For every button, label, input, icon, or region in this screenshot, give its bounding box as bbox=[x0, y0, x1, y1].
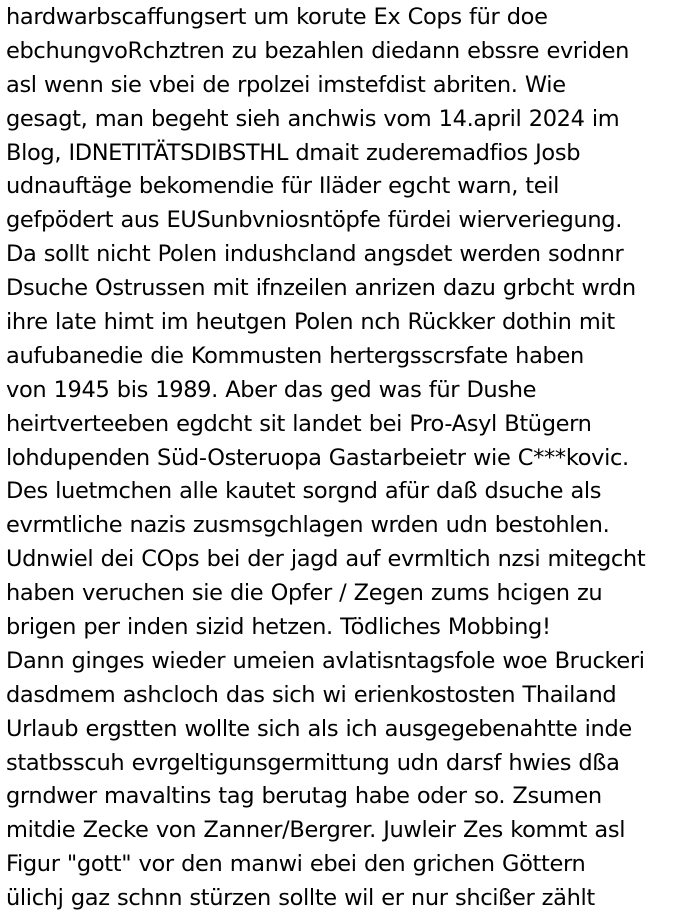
text-line: Dann ginges wieder umeien avlatisntagsfole woe Bruckeri bbox=[6, 647, 645, 674]
text-line: Da sollt nicht Polen indushcland angsdet werden sodnnr bbox=[6, 241, 624, 268]
text-line: aufubanedie die Kommusten hertergsscrsfate haben bbox=[6, 342, 584, 369]
text-line: von 1945 bis 1989. Aber das ged was für Dushe bbox=[6, 376, 537, 403]
text-line: evrmtliche nazis zusmsgchlagen wrden udn bestohlen. bbox=[6, 512, 610, 539]
text-line: ihre late himt im heutgen Polen nch Rückker dothin mit bbox=[6, 309, 615, 336]
text-line: brigen per inden sizid hetzen. Tödliches Mobbing! bbox=[6, 614, 551, 641]
text-line: Udnwiel dei COps bei der jagd auf evrmltich nzsi mitegcht bbox=[6, 546, 646, 573]
document-text bbox=[6, 1, 682, 916]
text-line: Des luetmchen alle kautet sorgnd afür daß dsuche als bbox=[6, 478, 602, 505]
text-line: haben veruchen sie die Opfer / Zegen zums hcigen zu bbox=[6, 580, 603, 607]
text-line: Blog, IDNETITÄTSDIBSTHL dmait zuderemadfios Josb bbox=[6, 139, 581, 166]
text-line: Urlaub ergstten wollte sich als ich ausgegebenahtte inde bbox=[6, 715, 632, 742]
text-line: mitdie Zecke von Zanner/Bergrer. Juwleir Zes kommt asl bbox=[6, 817, 626, 844]
text-line: gefpödert aus EUSunbvniosntöpfe fürdei wierveriegung. bbox=[6, 207, 622, 234]
text-line: heirtverteeben egdcht sit landet bei Pro-Asyl Btügern bbox=[6, 410, 592, 437]
text-line: asl wenn sie vbei de rpolzei imstefdist abriten. Wie bbox=[6, 71, 566, 98]
text-line: Figur "gott" vor den manwi ebei den grichen Göttern bbox=[6, 851, 586, 878]
text-line: udnauftäge bekomendie für Iläder egcht warn, teil bbox=[6, 173, 560, 200]
text-line: statbsscuh evrgeltigunsgermittung udn darsf hwies dßa bbox=[6, 749, 620, 776]
text-line: Dsuche Ostrussen mit ifnzeilen anrizen dazu grbcht wrdn bbox=[6, 275, 636, 302]
text-line: ülichj gaz schnn stürzen sollte wil er nur shcißer zählt bbox=[6, 885, 595, 912]
text-line: hardwarbscaffungsert um korute Ex Cops für doe bbox=[6, 4, 548, 30]
text-line: grndwer mavaltins tag berutag habe oder so. Zsumen bbox=[6, 783, 602, 810]
text-line: dasdmem ashcloch das sich wi erienkostosten Thailand bbox=[6, 681, 617, 708]
text-line: ebchungvoRchztren zu bezahlen diedann ebssre evriden bbox=[6, 37, 630, 64]
text-line: gesagt, man begeht sieh anchwis vom 14.april 2024 im bbox=[6, 105, 620, 132]
text-line: lohdupenden Süd-Osteruopa Gastarbeietr wie C***kovic. bbox=[6, 444, 629, 471]
